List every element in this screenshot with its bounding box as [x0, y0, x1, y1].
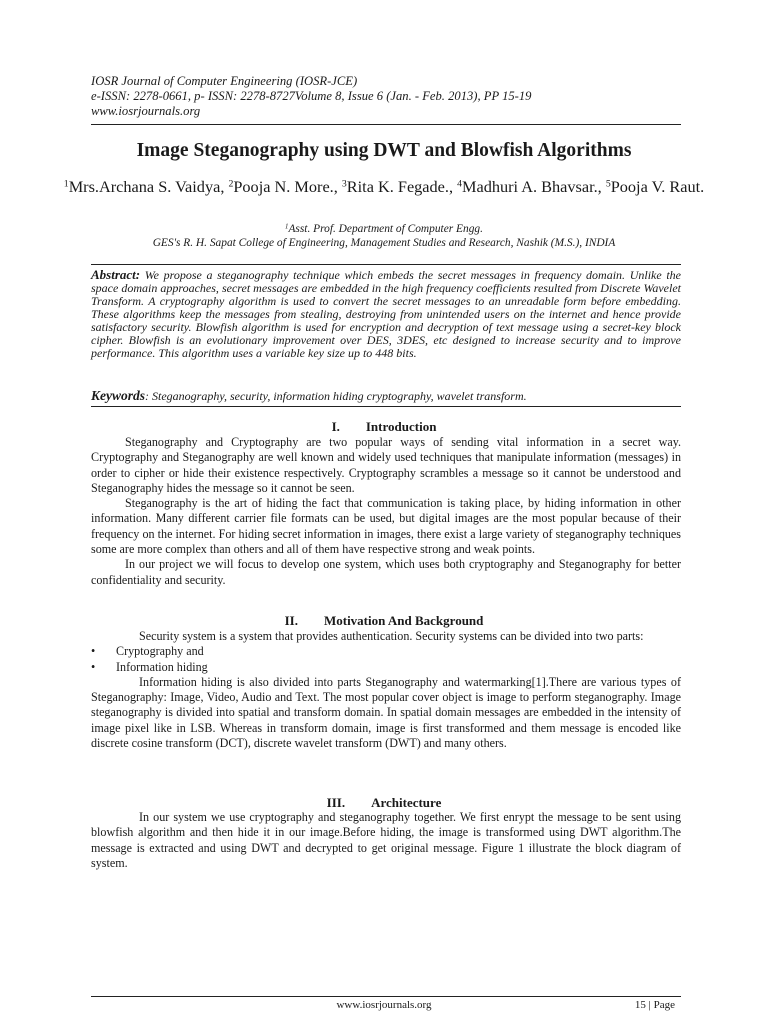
- architecture-body: [91, 810, 681, 871]
- paragraph: Steganography and Cryptography are two popular ways of sending vital information in a secret way. Cryptography and Steganography are well known and widely used techniques that manipulate information (messages) in order to cipher or hide their existence respectively. Cryptography scrambles a message so it cannot be understood and Steganography hides the message so it cannot be seen.: [91, 435, 681, 495]
- footer-website: www.iosrjournals.org: [336, 999, 432, 1011]
- section-number: I.: [331, 419, 340, 434]
- section-title: Architecture: [371, 795, 442, 810]
- author-name: Rita K. Fegade.,: [346, 177, 458, 196]
- paragraph: In our project we will focus to develop one system, which uses both cryptography and Steganography for better confidentiality and security.: [91, 557, 681, 587]
- keywords: [91, 388, 681, 404]
- abstract: [91, 268, 681, 360]
- page-number: 15 | Page: [634, 999, 675, 1011]
- author-name: Madhuri A. Bhavsar.,: [462, 177, 606, 196]
- paragraph: Security system is a system that provides authentication. Security systems can be divided into two parts:: [139, 629, 644, 643]
- journal-name: IOSR Journal of Computer Engineering (IOSR-JCE): [91, 74, 358, 88]
- author-number: 3: [341, 178, 347, 190]
- author-number: 1: [63, 178, 69, 190]
- abstract-text: We propose a steganography technique which embeds the secret messages in frequency domain. Unlike the space domain approaches, secret messages are embedded in the high frequency coefficients resulted from Discrete Wavelet Transform. A cryptography algorithm is used to convert the secret messages to an unreadable form before embedding. These algorithms keep the messages from stealing, destroying from unintended users on the internet and hence provide satisfactory security. Blowfish algorithm is used for encryption and decryption of text message using a secret-key block cipher. Blowfish is an evolutionary improvement over DES, 3DES, etc designed to increase security and to improve performance. This algorithm uses a variable key size up to 448 bits.: [91, 268, 681, 360]
- abstract-top-divider: [91, 264, 681, 265]
- author-number: 2: [228, 178, 234, 190]
- bullet-list: [91, 644, 681, 675]
- journal-header: [91, 74, 681, 119]
- section-heading-motivation: [60, 613, 708, 629]
- author-list: [60, 176, 708, 197]
- section-heading-architecture: [60, 795, 708, 811]
- affiliation-college: GES's R. H. Sapat College of Engineering, Management Studies and Research, Nashik (M.S.), INDIA: [152, 237, 616, 249]
- journal-website: www.iosrjournals.org: [91, 104, 201, 118]
- journal-issn: e-ISSN: 2278-0661, p- ISSN: 2278-8727Volume 8, Issue 6 (Jan. - Feb. 2013), PP 15-19: [91, 89, 532, 103]
- affiliation: [60, 222, 708, 250]
- paragraph: In our system we use cryptography and steganography together. We first enrypt the message to be sent using blowfish algorithm and then hide it in our image.Before hiding, the image is transformed using DWT algorithm.The message is extracted and using DWT and decrypted to get original message. Figure 1 illustrate the block diagram of system.: [91, 810, 681, 870]
- author-name: Pooja N. More.,: [233, 177, 342, 196]
- section-title: Motivation And Background: [323, 613, 484, 628]
- paper-title: Image Steganography using DWT and Blowfish Algorithms: [136, 140, 632, 161]
- section-heading-introduction: [60, 419, 708, 435]
- motivation-body: [91, 629, 681, 751]
- paragraph: Information hiding is also divided into parts Steganography and watermarking[1].There are various types of Steganography: Image, Video, Audio and Text. The most popular cover object is image to perform steganography. Image steganography is divided into spatial and transform domain. In spatial domain messages are embedded in the intensity of image pixel like in LSB. Whereas in transform domain, image is first transformed and them message is encoded like discrete cosine transform (DCT), discrete wavelet transform (DWT) and many others.: [91, 674, 681, 751]
- author-name: Mrs.Archana S. Vaidya,: [68, 177, 229, 196]
- author-number: 4: [457, 178, 462, 190]
- author-name: Pooja V. Raut.: [610, 177, 705, 196]
- keywords-label: Keywords: [91, 388, 145, 403]
- footer-divider: [91, 996, 681, 997]
- section-number: III.: [326, 795, 346, 810]
- author-number: 5: [605, 178, 611, 190]
- list-item: • Cryptography and: [91, 644, 681, 659]
- keywords-text: : Steganography, security, information hiding cryptography, wavelet transform.: [145, 389, 527, 403]
- header-divider: [91, 124, 681, 125]
- affiliation-number: 1: [285, 223, 289, 231]
- paragraph: Steganography is the art of hiding the fact that communication is taking place, by hiding information in other information. Many different carrier file formats can be used, but digital images are the most popular because of their frequency on the internet. For hiding secret information in images, there exist a large variety of steganography techniques some are more complex than others and all of them have respective strong and weak points.: [91, 496, 681, 557]
- affiliation-department: Asst. Prof. Department of Computer Engg.: [288, 223, 483, 235]
- abstract-label: Abstract:: [91, 267, 141, 282]
- section-title: Introduction: [365, 419, 437, 434]
- introduction-body: [91, 435, 681, 588]
- list-item: • Information hiding: [91, 660, 681, 675]
- abstract-bottom-divider: [91, 406, 681, 407]
- section-number: II.: [284, 613, 298, 628]
